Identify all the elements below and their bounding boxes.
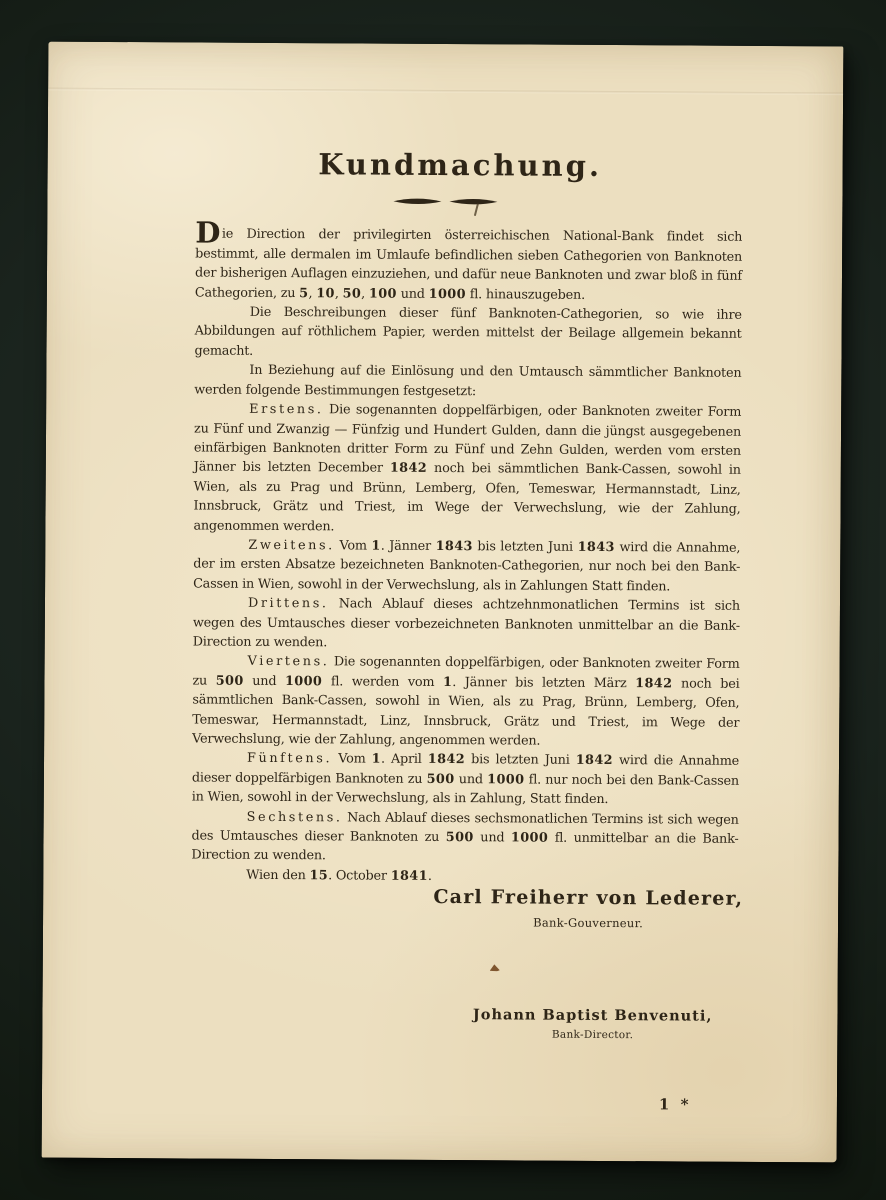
clause-paragraph: Zweitens. Vom 1. Jänner 1843 bis letzten Juni 1843 wird die Annahme, der im ersten Absatze bezeichneten Banknoten-Cathegorien, nur noch bei den Bank-Cassen in Wien, sowohl in der Verwechslung, als in Zahlungen Statt finden. <box>193 537 741 595</box>
intro-paragraph: In Beziehung auf die Einlösung und den Umtausch sämmtlicher Banknoten werden folgende Bestimmungen festgesetzt: <box>194 363 742 399</box>
clause-paragraph: Drittens. Nach Ablauf dieses achtzehnmonatlichen Termins ist sich wegen des Umtausches dieser vorbezeichneten Banknoten unmittelbar an die Bank-Direction zu wenden. <box>192 595 741 651</box>
proclamation-sheet <box>42 42 844 1163</box>
clause-label: Viertens. <box>247 654 330 670</box>
dateline: Wien den 15. October 1841. <box>246 867 432 884</box>
fold-crease <box>48 88 843 96</box>
clause-paragraph: Sechstens. Nach Ablauf dieses sechsmonatlichen Termins ist sich wegen des Umtausches dieser Banknoten zu 500 und 1000 fl. unmittelbar an die Bank-Direction zu wenden. <box>191 809 739 864</box>
page-mark: 1 * <box>658 1095 692 1114</box>
clause-paragraph: Viertens. Die sogenannten doppelfärbigen, oder Banknoten zweiter Form zu 500 und 1000 fl. werden vom 1. Jänner bis letzten März 1842 noch bei sämmtlichen Bank-Cassen, sowohl in Wien, als zu Prag, Brünn, Lemberg, Ofen, Temeswar, Hermannstadt, Linz, Innsbruck, Grätz und Triest, im Wege der Verwechslung, wie der Zahlung, angenommen werden. <box>192 654 740 749</box>
clause-label: Fünftens. <box>246 751 333 767</box>
clause-label: Zweitens. <box>248 537 335 554</box>
drop-cap-initial: D <box>195 215 222 251</box>
intro-paragraph: Die Direction der privilegirten österreichischen National-Bank findet sich bestimmt, alle dermalen im Umlaufe befindlichen sieben Cathegorien von Banknoten der bisherigen Auflagen einzuziehen, und dafür neue Banknoten und zwar bloß in fünf Cathegorien, zu 5, 10, 50, 100 und 1000 fl. hinauszugeben. <box>194 215 743 303</box>
signature-name: Johann Baptist Benvenuti, <box>472 1006 713 1025</box>
clause-label: Drittens. <box>247 595 329 612</box>
signature-role: Bank-Director. <box>551 1028 634 1042</box>
document-title: Kundmachung. <box>318 147 603 183</box>
clause-paragraph: Erstens. Die sogenannten doppelfärbigen, oder Banknoten zweiter Form zu Fünf und Zwanzig — Fünfzig und Hundert Gulden, dann die jüngst ausgegebenen einfärbigen Banknoten dritter Form zu Fünf und Zehn Gulden, werden vom ersten Jänner bis letzten December 1842 noch bei sämmtlichen Bank-Cassen, sowohl in Wien, als zu Prag und Brünn, Lemberg, Ofen, Temeswar, Hermannstadt, Linz, Innsbruck, Grätz und Triest, im Wege der Verwechslung, wie der Zahlung, angenommen werden. <box>193 401 742 534</box>
signature-role: Bank-Gouverneur. <box>533 915 644 931</box>
signature-block-governor <box>433 886 743 931</box>
proclamation-body <box>43 204 842 889</box>
clause-paragraph: Fünftens. Vom 1. April 1842 bis letzten Juni 1842 wird die Annahme dieser doppelfärbigen Banknoten zu 500 und 1000 fl. nur noch bei den Bank-Cassen in Wien, sowohl in der Verwechslung, als in Zahlung, Statt finden. <box>191 751 740 808</box>
clause-label: Sechstens. <box>246 809 343 826</box>
intro-paragraph: Die Beschreibungen dieser fünf Banknoten-Cathegorien, so wie ihre Abbildungen auf röthlichem Papier, werden mittelst der Beilage allgemein bekannt gemacht. <box>194 304 742 359</box>
clause-label: Erstens. <box>249 401 324 418</box>
signature-name: Carl Freiherr von Lederer, <box>433 885 744 910</box>
stain-spot <box>490 964 500 971</box>
signature-block-director <box>473 1006 713 1041</box>
